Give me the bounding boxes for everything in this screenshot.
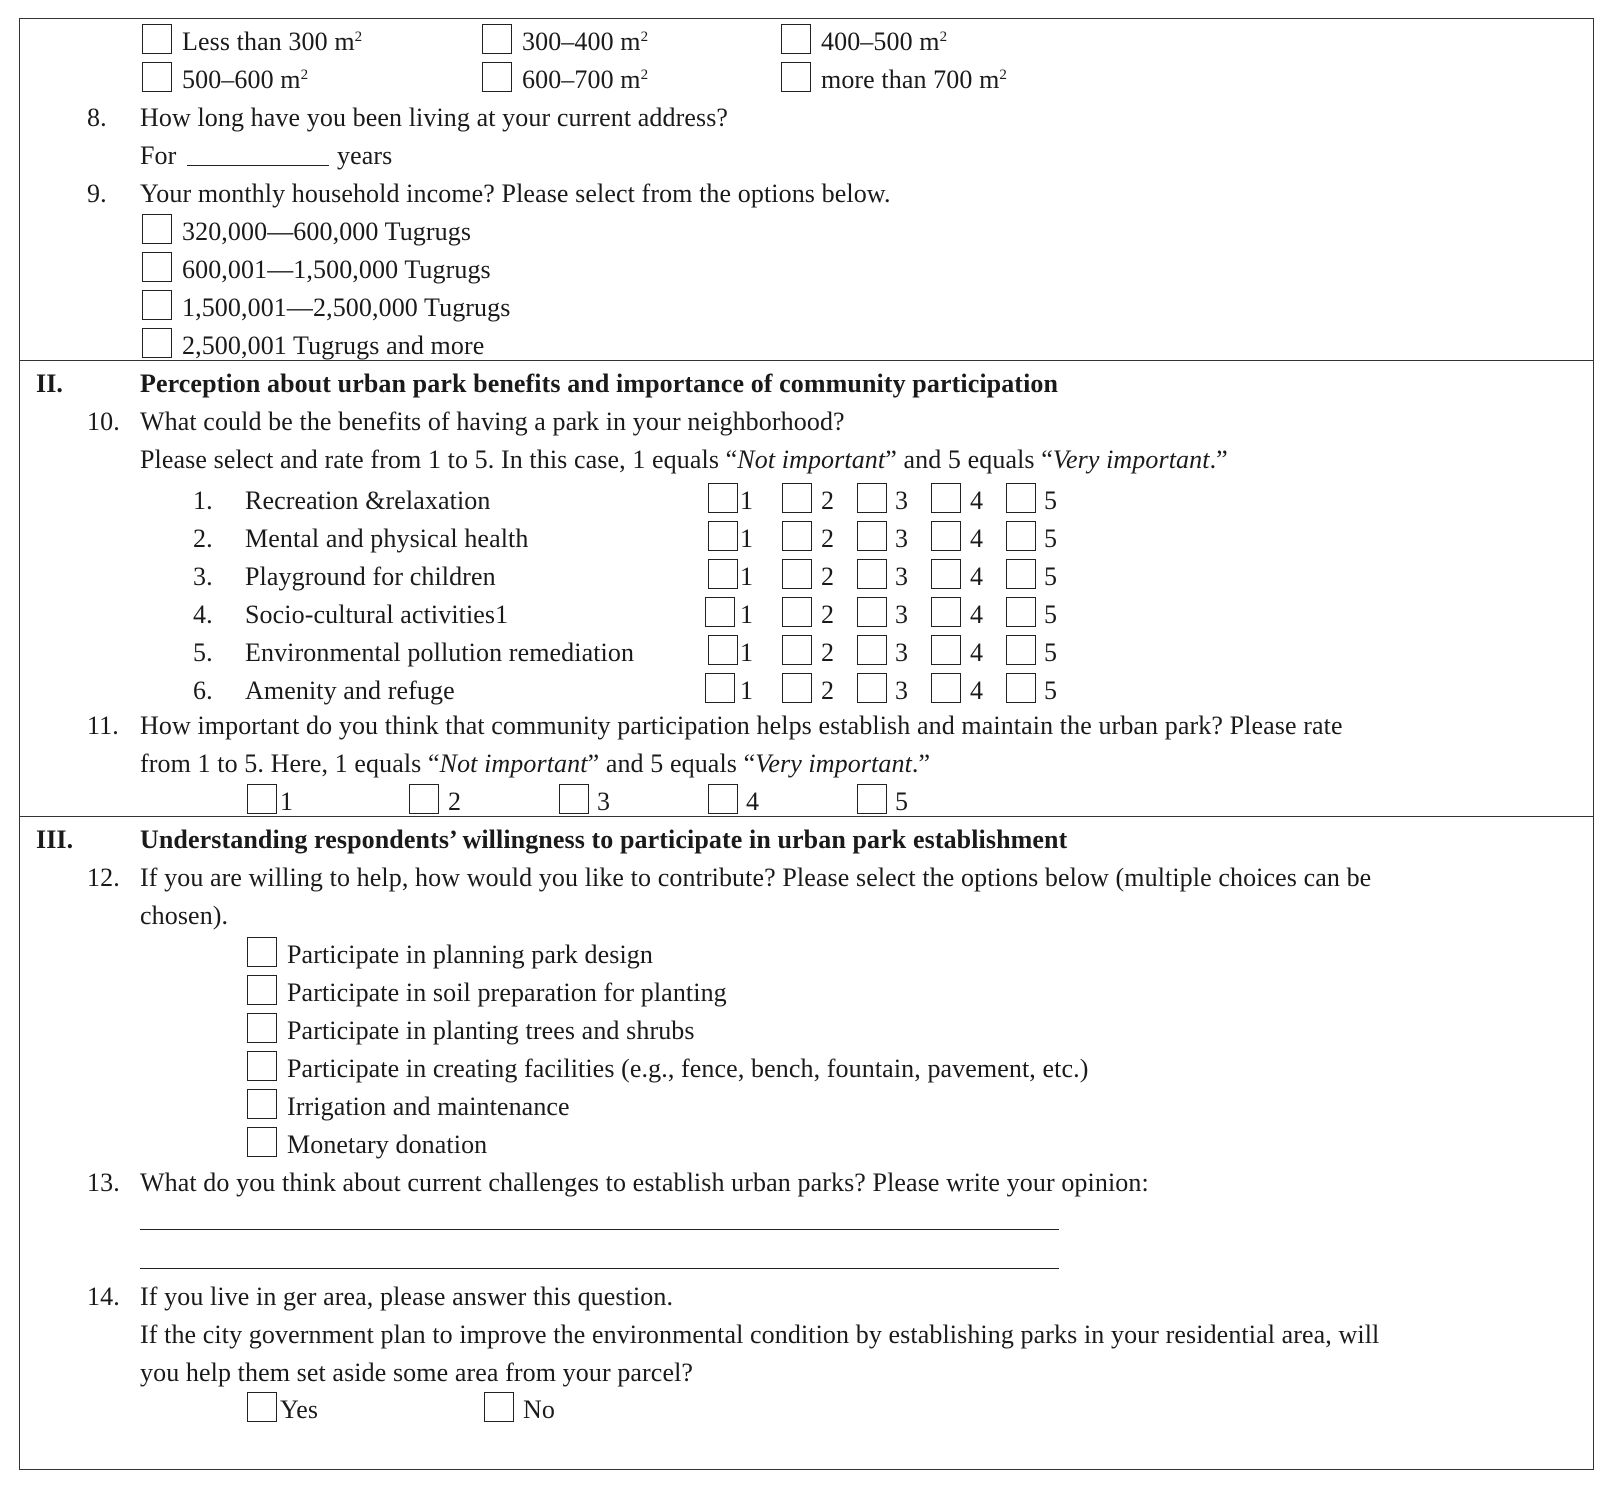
question-text-cont: If the city government plan to improve the environmental condition by establishing parks in your residential area, will	[140, 1320, 1380, 1349]
checkbox-benefit-2-rating-5[interactable]	[1006, 521, 1036, 551]
benefit-item-number: 1.	[193, 486, 213, 515]
question-text: How long have you been living at your current address?	[140, 103, 729, 132]
checkbox-benefit-4-rating-5[interactable]	[1006, 597, 1036, 627]
section-divider-3	[19, 816, 1594, 817]
yes-label: Yes	[280, 1395, 319, 1424]
question-number: 9.	[87, 179, 107, 208]
question-text-cont: from 1 to 5. Here, 1 equals “Not important” and 5 equals “Very important.”	[140, 749, 931, 778]
rating-label: 2	[821, 562, 835, 591]
benefit-item-number: 5.	[193, 638, 213, 667]
question-number: 8.	[87, 103, 107, 132]
benefit-item-label: Socio-cultural activities1	[245, 600, 509, 629]
checkbox-benefit-5-rating-4[interactable]	[931, 635, 961, 665]
rating-label: 3	[895, 524, 909, 553]
section-numeral: II.	[36, 369, 64, 398]
checkbox-contribute-donation[interactable]	[247, 1127, 277, 1157]
checkbox-area-500-600[interactable]	[142, 62, 172, 92]
checkbox-benefit-1-rating-2[interactable]	[782, 483, 812, 513]
checkbox-contribute-soil[interactable]	[247, 975, 277, 1005]
checkbox-benefit-2-rating-3[interactable]	[857, 521, 887, 551]
checkbox-benefit-3-rating-4[interactable]	[931, 559, 961, 589]
scale-label: 5	[895, 787, 909, 816]
answer-prefix: For	[140, 141, 177, 170]
checkbox-benefit-2-rating-4[interactable]	[931, 521, 961, 551]
option-label: Monetary donation	[287, 1130, 488, 1159]
option-label: 1,500,001—2,500,000 Tugrugs	[182, 293, 511, 322]
checkbox-benefit-1-rating-3[interactable]	[857, 483, 887, 513]
scale-label: 2	[448, 787, 462, 816]
option-label: 600,001—1,500,000 Tugrugs	[182, 255, 491, 284]
option-label: 400–500 $m^2$	[821, 27, 948, 56]
checkbox-participation-5[interactable]	[857, 784, 887, 814]
question-text: What could be the benefits of having a park in your neighborhood?	[140, 407, 845, 436]
checkbox-area-lt300[interactable]	[142, 24, 172, 54]
rating-label: 3	[895, 486, 909, 515]
rating-label: 2	[821, 676, 835, 705]
question-number: 12.	[87, 863, 120, 892]
question-text-cont: you help them set aside some area from your parcel?	[140, 1358, 694, 1387]
question-number: 13.	[87, 1168, 120, 1197]
checkbox-participation-1[interactable]	[247, 784, 277, 814]
answer-suffix: years	[337, 141, 393, 170]
checkbox-benefit-1-rating-4[interactable]	[931, 483, 961, 513]
checkbox-income-2[interactable]	[142, 252, 172, 282]
checkbox-contribute-facilities[interactable]	[247, 1051, 277, 1081]
rating-label: 3	[895, 676, 909, 705]
rating-label: 4	[970, 524, 984, 553]
checkbox-benefit-6-rating-5[interactable]	[1006, 673, 1036, 703]
option-label: 320,000—600,000 Tugrugs	[182, 217, 472, 246]
checkbox-benefit-2-rating-2[interactable]	[782, 521, 812, 551]
question-text: If you are willing to help, how would you like to contribute? Please select the options below (multiple choices can be	[140, 863, 1372, 892]
checkbox-no[interactable]	[484, 1392, 514, 1422]
option-label: 300–400 $m^2$	[522, 27, 649, 56]
checkbox-benefit-4-rating-2[interactable]	[782, 597, 812, 627]
checkbox-area-gt700[interactable]	[781, 62, 811, 92]
option-label: more than 700 $m^2$	[821, 65, 1008, 94]
benefit-item-label: Amenity and refuge	[245, 676, 455, 705]
checkbox-benefit-5-rating-1[interactable]	[708, 635, 738, 665]
checkbox-benefit-4-rating-4[interactable]	[931, 597, 961, 627]
opinion-answer-line-2[interactable]	[140, 1268, 1059, 1269]
scale-label: 3	[597, 787, 611, 816]
checkbox-benefit-5-rating-5[interactable]	[1006, 635, 1036, 665]
option-label: 500–600 $m^2$	[182, 65, 309, 94]
question-text: How important do you think that community participation helps establish and maintain the urban park? Please rate	[140, 711, 1343, 740]
checkbox-benefit-3-rating-3[interactable]	[857, 559, 887, 589]
option-label: 2,500,001 Tugrugs and more	[182, 331, 485, 360]
question-number: 11.	[87, 711, 119, 740]
checkbox-benefit-3-rating-2[interactable]	[782, 559, 812, 589]
checkbox-benefit-6-rating-1[interactable]	[705, 673, 735, 703]
rating-label: 3	[895, 600, 909, 629]
rating-label: 5	[1044, 486, 1058, 515]
checkbox-area-300-400[interactable]	[482, 24, 512, 54]
checkbox-benefit-3-rating-5[interactable]	[1006, 559, 1036, 589]
rating-label: 1	[740, 524, 754, 553]
rating-label: 1	[740, 600, 754, 629]
question-text-cont: chosen).	[140, 901, 229, 930]
rating-label: 5	[1044, 676, 1058, 705]
checkbox-benefit-3-rating-1[interactable]	[708, 559, 738, 589]
rating-label: 2	[821, 486, 835, 515]
option-label: Participate in planning park design	[287, 940, 653, 969]
scale-label: 4	[746, 787, 760, 816]
checkbox-participation-2[interactable]	[409, 784, 439, 814]
rating-instruction: Please select and rate from 1 to 5. In this case, 1 equals “Not important” and 5 equals “Very important.”	[140, 445, 1228, 474]
checkbox-benefit-1-rating-1[interactable]	[708, 483, 738, 513]
rating-label: 4	[970, 600, 984, 629]
benefit-item-label: Recreation &relaxation	[245, 486, 491, 515]
question-text: What do you think about current challenges to establish urban parks? Please write your opinion:	[140, 1168, 1149, 1197]
checkbox-area-400-500[interactable]	[781, 24, 811, 54]
rating-label: 2	[821, 600, 835, 629]
section-title: Understanding respondents’ willingness to participate in urban park establishment	[140, 825, 1068, 854]
benefit-item-label: Playground for children	[245, 562, 496, 591]
rating-label: 2	[821, 638, 835, 667]
rating-label: 1	[740, 676, 754, 705]
rating-label: 5	[1044, 524, 1058, 553]
checkbox-benefit-1-rating-5[interactable]	[1006, 483, 1036, 513]
benefit-item-number: 6.	[193, 676, 213, 705]
question-text: If you live in ger area, please answer this question.	[140, 1282, 674, 1311]
rating-label: 4	[970, 486, 984, 515]
checkbox-benefit-5-rating-3[interactable]	[857, 635, 887, 665]
rating-label: 4	[970, 562, 984, 591]
checkbox-benefit-2-rating-1[interactable]	[708, 521, 738, 551]
rating-label: 5	[1044, 638, 1058, 667]
checkbox-area-600-700[interactable]	[482, 62, 512, 92]
checkbox-yes[interactable]	[247, 1392, 277, 1422]
option-label: Participate in planting trees and shrubs	[287, 1016, 695, 1045]
rating-label: 5	[1044, 562, 1058, 591]
checkbox-benefit-6-rating-4[interactable]	[931, 673, 961, 703]
benefit-item-number: 4.	[193, 600, 213, 629]
scale-label: 1	[280, 787, 294, 816]
years-answer-line[interactable]	[187, 165, 329, 166]
opinion-answer-line-1[interactable]	[140, 1229, 1059, 1230]
no-label: No	[523, 1395, 555, 1424]
rating-label: 2	[821, 524, 835, 553]
question-number: 14.	[87, 1282, 120, 1311]
checkbox-income-3[interactable]	[142, 290, 172, 320]
rating-label: 1	[740, 638, 754, 667]
checkbox-contribute-planting[interactable]	[247, 1013, 277, 1043]
option-label: Less than 300 $m^2$	[182, 27, 363, 56]
option-label: Participate in soil preparation for planting	[287, 978, 727, 1007]
checkbox-income-4[interactable]	[142, 328, 172, 358]
checkbox-benefit-4-rating-1[interactable]	[705, 597, 735, 627]
rating-label: 1	[740, 486, 754, 515]
benefit-item-number: 3.	[193, 562, 213, 591]
checkbox-contribute-planning[interactable]	[247, 937, 277, 967]
checkbox-contribute-irrigation[interactable]	[247, 1089, 277, 1119]
rating-label: 1	[740, 562, 754, 591]
checkbox-benefit-5-rating-2[interactable]	[782, 635, 812, 665]
rating-label: 5	[1044, 600, 1058, 629]
benefit-item-label: Mental and physical health	[245, 524, 529, 553]
option-label: Participate in creating facilities (e.g., fence, bench, fountain, pavement, etc.)	[287, 1054, 1089, 1083]
checkbox-benefit-6-rating-2[interactable]	[782, 673, 812, 703]
rating-label: 4	[970, 676, 984, 705]
rating-label: 4	[970, 638, 984, 667]
section-title: Perception about urban park benefits and importance of community participation	[140, 369, 1059, 398]
question-number: 10.	[87, 407, 120, 436]
section-numeral: III.	[36, 825, 74, 854]
benefit-item-label: Environmental pollution remediation	[245, 638, 635, 667]
checkbox-income-1[interactable]	[142, 214, 172, 244]
checkbox-benefit-4-rating-3[interactable]	[857, 597, 887, 627]
option-label: 600–700 $m^2$	[522, 65, 649, 94]
benefit-item-number: 2.	[193, 524, 213, 553]
checkbox-benefit-6-rating-3[interactable]	[857, 673, 887, 703]
question-text: Your monthly household income? Please select from the options below.	[140, 179, 891, 208]
option-label: Irrigation and maintenance	[287, 1092, 570, 1121]
checkbox-participation-3[interactable]	[559, 784, 589, 814]
rating-label: 3	[895, 638, 909, 667]
checkbox-participation-4[interactable]	[708, 784, 738, 814]
rating-label: 3	[895, 562, 909, 591]
